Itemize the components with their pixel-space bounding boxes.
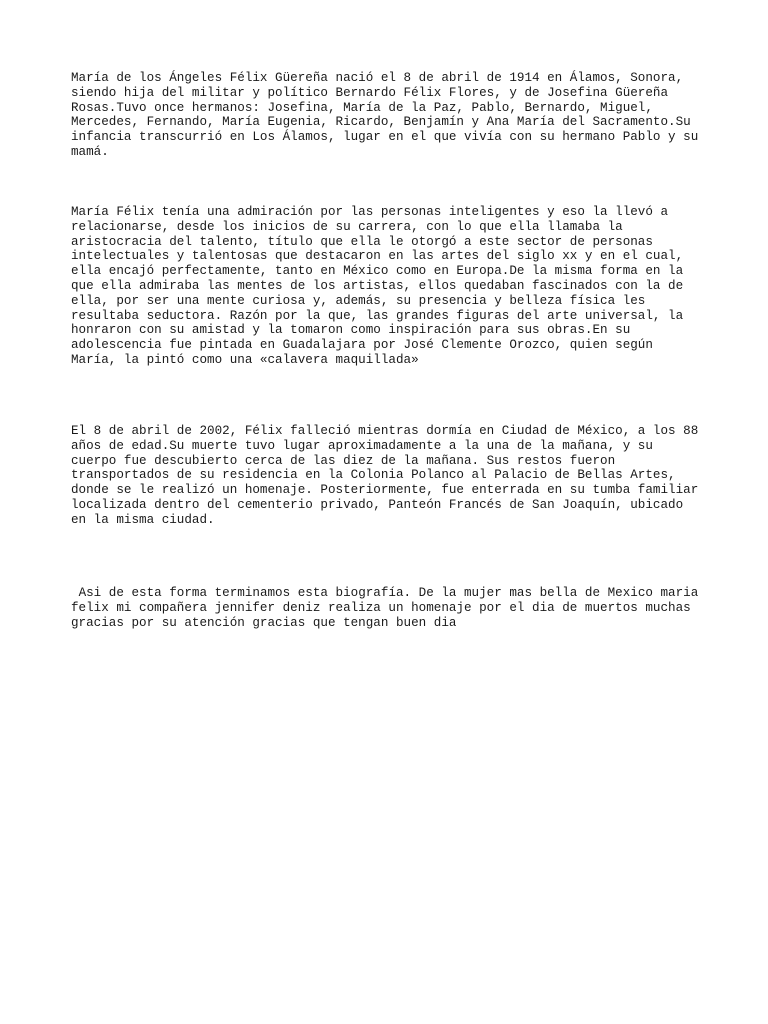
paragraph-birth: María de los Ángeles Félix Güereña nació el 8 de abril de 1914 en Álamos, Sonora, siendo hija del militar y político Bernardo Félix Flores, y de Josefina Güereña Rosas.Tuvo once hermanos: Josefina, María de la Paz, Pablo, Bernardo, Miguel, Mercedes, Fernando, María Eugenia, Ricardo, Benjamín y Ana María del Sacramento.Su infancia transcurrió en Los Álamos, lugar en el que vivía con su hermano Pablo y su mamá. [71, 71, 699, 159]
paragraph-closing: Asi de esta forma terminamos esta biografía. De la mujer mas bella de Mexico maria felix mi compañera jennifer deniz realiza un homenaje por el dia de muertos muchas gracias por su atención gracias que tengan buen dia [71, 586, 699, 630]
paragraph-death: El 8 de abril de 2002, Félix falleció mientras dormía en Ciudad de México, a los 88 años de edad.Su muerte tuvo lugar aproximadamente a la una de la mañana, y su cuerpo fue descubierto cerca de las diez de la mañana. Sus restos fueron transportados de su residencia en la Colonia Polanco al Palacio de Bellas Artes, donde se le realizó un homenaje. Posteriormente, fue enterrada en su tumba familiar localizada dentro del cementerio privado, Panteón Francés de San Joaquín, ubicado en la misma ciudad. [71, 424, 699, 527]
paragraph-admiration: María Félix tenía una admiración por las personas inteligentes y eso la llevó a relacionarse, desde los inicios de su carrera, con lo que ella llamaba la aristocracia del talento, título que ella le otorgó a este sector de personas intelectuales y talentosas que destacaron en las artes del siglo xx y en el cual, ella encajó perfectamente, tanto en México como en Europa.De la misma forma en la que ella admiraba las mentes de los artistas, ellos quedaban fascinados con la de ella, por ser una mente curiosa y, además, su presencia y belleza física les resultaba seductora. Razón por la que, las grandes figuras del arte universal, la honraron con su amistad y la tomaron como inspiración para sus obras.En su adolescencia fue pintada en Guadalajara por José Clemente Orozco, quien según María, la pintó como una «calavera maquillada» [71, 205, 684, 367]
